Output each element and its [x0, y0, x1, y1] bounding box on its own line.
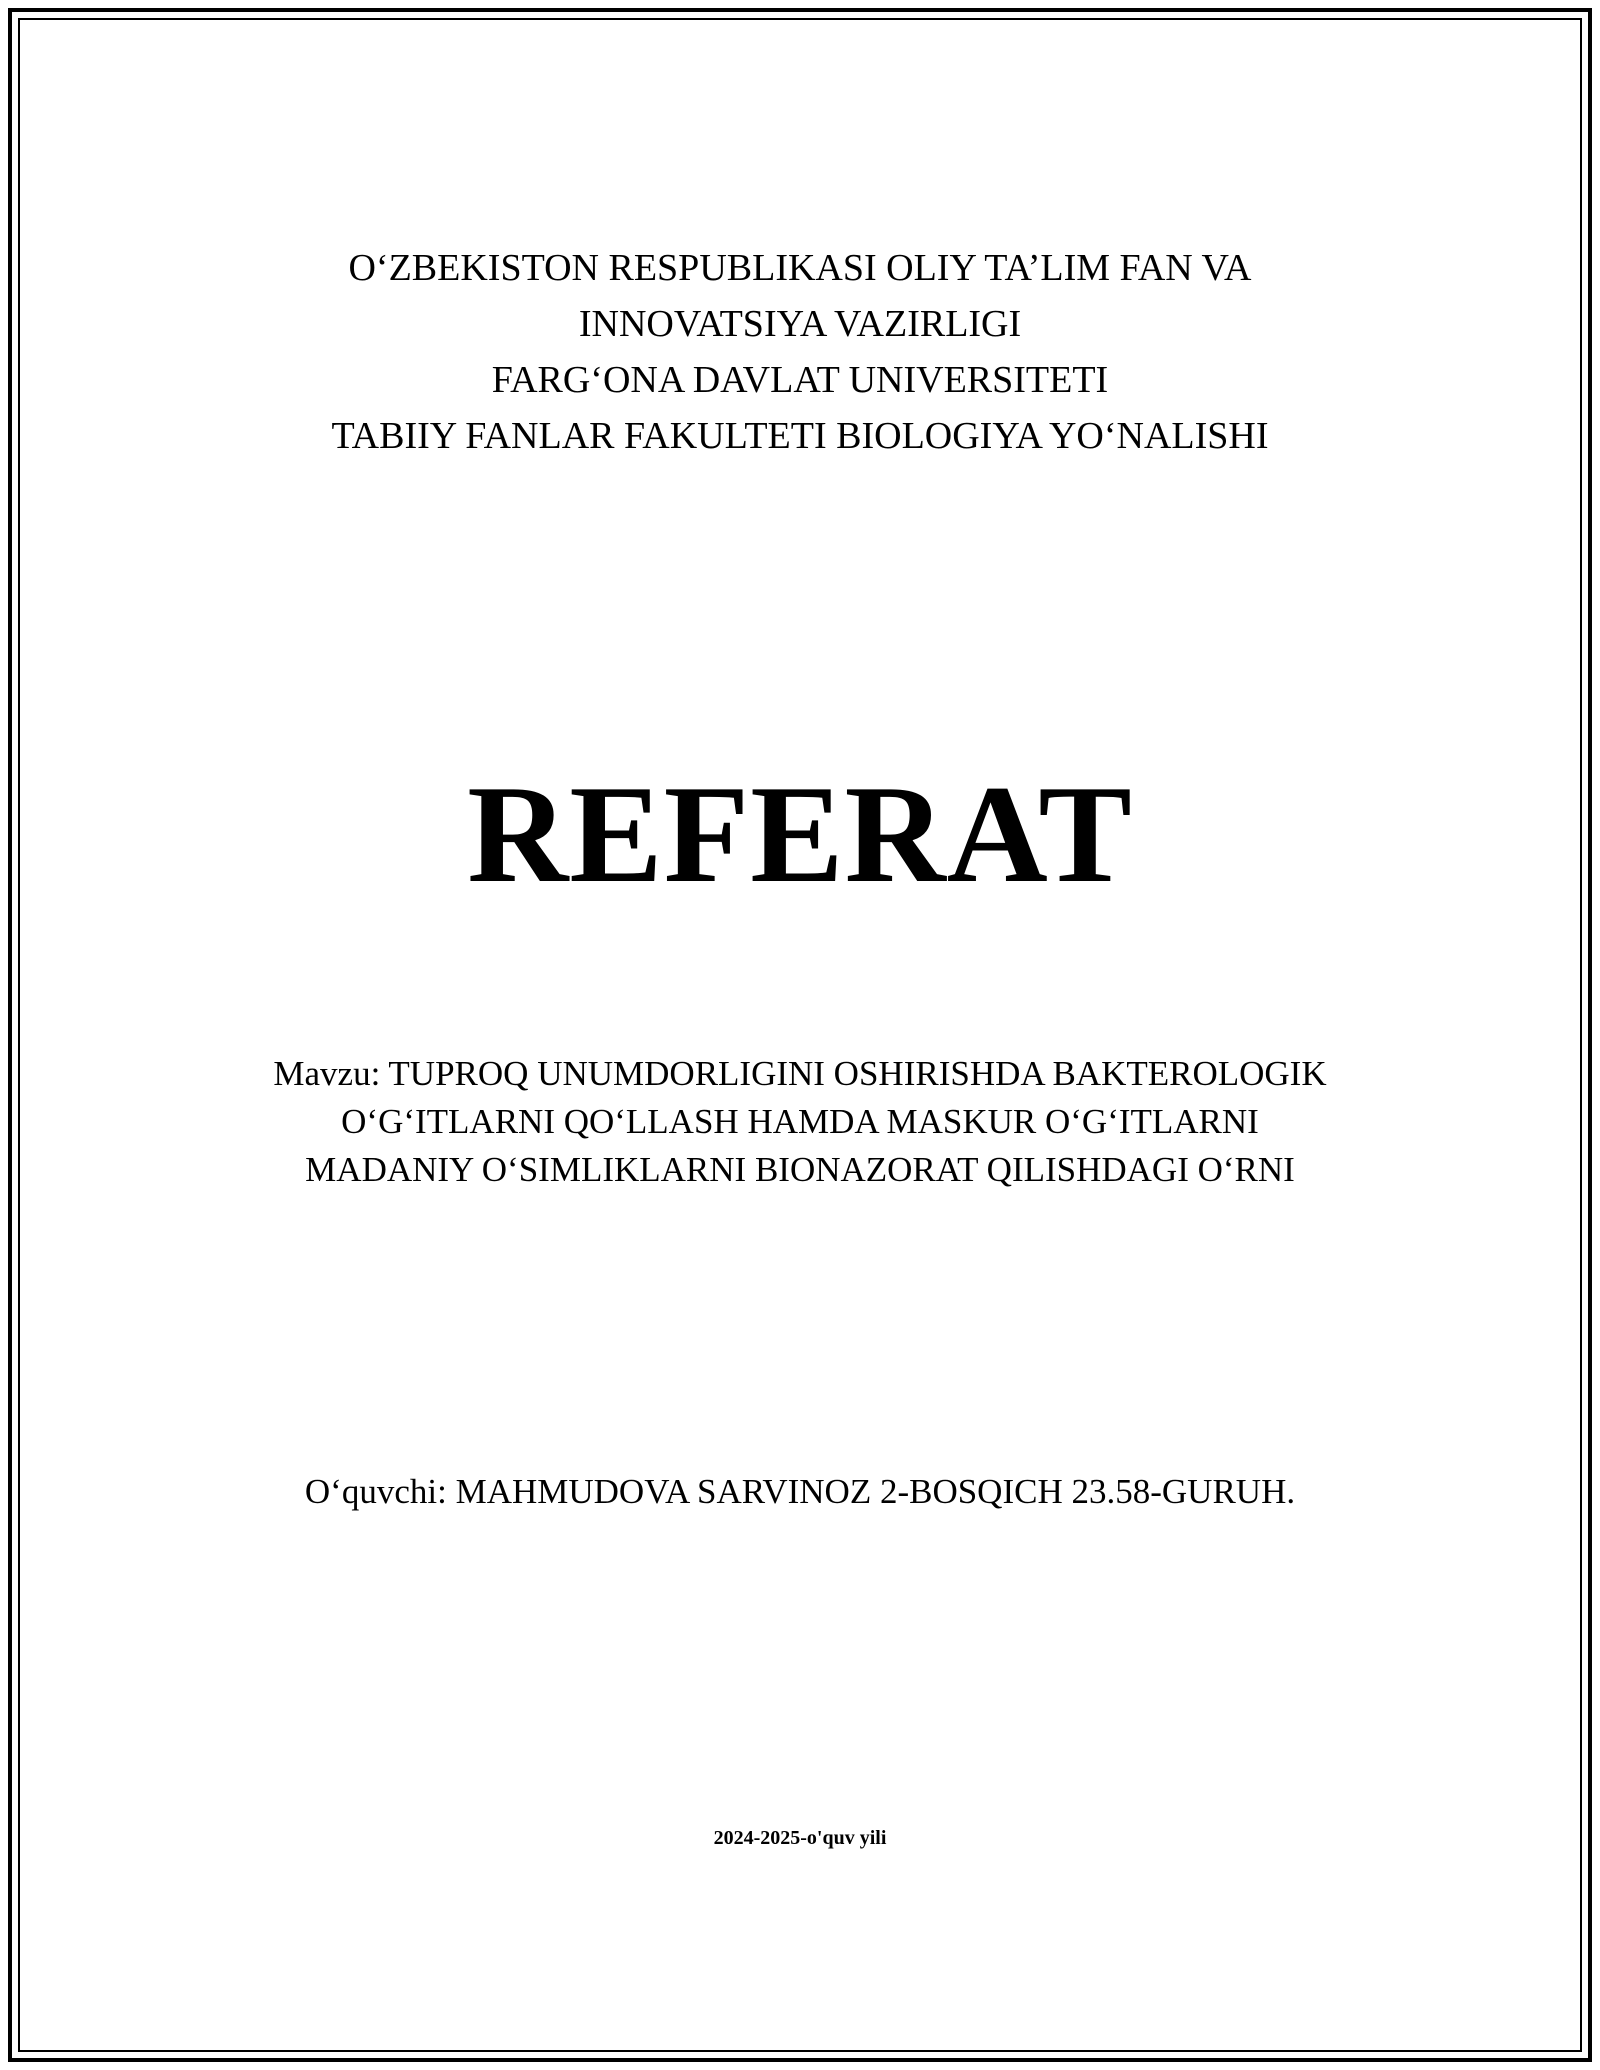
document-title: REFERAT [467, 757, 1133, 912]
institution-header [0, 240, 1600, 464]
academic-year: 2024-2025-o'quv yili [713, 1827, 887, 1849]
topic-line-1: Mavzu: TUPROQ UNUMDORLIGINI OSHIRISHDA BAKTEROLOGIK [273, 1054, 1327, 1093]
topic-line-2: O‘G‘ITLARNI QO‘LLASH HAMDA MASKUR O‘G‘ITLARNI [341, 1102, 1259, 1141]
header-line-faculty: TABIIY FANLAR FAKULTETI BIOLOGIYA YO‘NALISHI [331, 415, 1269, 457]
header-line-university: FARG‘ONA DAVLAT UNIVERSITETI [491, 359, 1109, 401]
header-line-ministry-cont: INNOVATSIYA VAZIRLIGI [578, 303, 1022, 345]
topic-block [0, 1050, 1600, 1194]
topic-line-3: MADANIY O‘SIMLIKLARNI BIONAZORAT QILISHDAGI O‘RNI [305, 1150, 1295, 1189]
header-line-ministry: O‘ZBEKISTON RESPUBLIKASI OLIY TA’LIM FAN VA [348, 247, 1252, 289]
student-info: O‘quvchi: MAHMUDOVA SARVINOZ 2-BOSQICH 23.58-GURUH. [304, 1472, 1296, 1511]
